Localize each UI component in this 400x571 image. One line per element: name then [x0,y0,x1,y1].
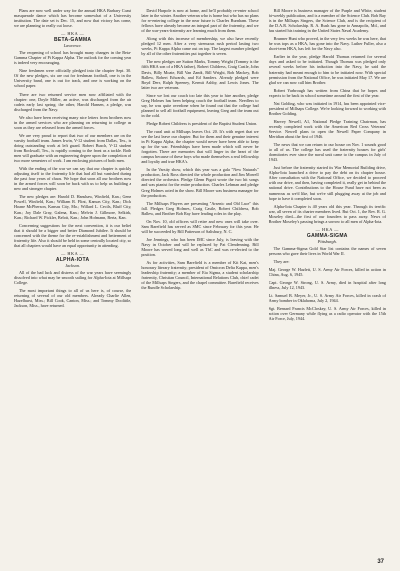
paragraph: Pledge Robert Childress is president of the Baptist Student Union. [146,120,258,126]
page-number: 37 [377,559,384,565]
section-separator: — HKA — [61,31,85,37]
chapter-location: Lawrence. [63,43,82,49]
paragraph: As for activities, Sam Barefield is a member of Kit Kat, men's honorary literary fraternity; president of Omicron Delta Kappa, men's leadership fraternity; a member of Eta Sigma, a student scholarship fraternity, Christian Council, International Relations Club, chief cadet of the Millsaps Singers, and the chapel committee. Barefield receives the Rundle Scholarship. [141,260,259,291]
paragraph: Nine freshmen were officially pledged into the chapter Sept. 30. Of the new pledges, six are out for freshman football, one is in the University band, one is out for track, and one is working on the school paper. [14,68,132,89]
gold-star-entry: Sgt. Bernard Francis McCloskey, U. S. Army Air Forces, killed in action over Germany while flying as a radio operator with the 15th Air Force, July, 1944. [268,306,386,322]
chapter-location: Pittsburgh. [317,238,337,244]
paragraph: Since we lost our coach too late this year to hire another, pledge Greg Holmes has been helping coach the football team. Needless to say, he was quite overdone when he found out that the college had planned to sell all football equipment, leaving Greg and the team out in the cold. [141,92,259,118]
column-left [14,8,131,556]
column-right [269,8,386,556]
chapter-heading: ALPHA-IOTA [55,256,90,263]
paragraph: Earlier in the year, pledge Harold Thomas returned for several days and asked to be initiated. Though Thomas was pledged only several weeks before his induction into the Navy, he said the fraternity had meant enough to him to be initiated now. With special permission from the National Office, he was initiated May 17. We are glad we can now call him Brother. [268,54,386,85]
paragraph: Along with this increase of membership, we also have recently pledged 12 men. After a very strenuous rush period lasting two weeks, Pi Kappa Alpha came out on top. The largest number pledged by all of the other fraternities put together is seven. [141,36,259,57]
paragraph: They are: [273,258,290,264]
paragraph: With the ending of the war we can say that our chapter is quickly adjusting itself to the fraternity life that had all but vanished during the past four years of chaos. We hope that soon all our brothers now in the armed forces will soon be back with us to help us building a new and stronger chapter. [14,166,132,192]
column-middle [141,8,258,556]
paragraph: There are two returned service men now affiliated with the chapter: one, Doyle Miller, an active, was discharged from the air cadets early last spring; the other, Harold Hansen, a pledge, was discharged from the Navy. [14,91,132,112]
paragraph: Nat Golding, who was initiated in 1914, has been appointed vice-president of Millsaps College. We're looking forward to working with Brother Golding. [268,100,386,116]
paragraph: Bill Moore is business manager of the Purple and White, student bi-weekly publication, and is a member of the Science Club. Bob Ray is in the Millsaps Singers, the Science Club, and is the recipient of the D.A.R. Scholarship. R. A. Bush has gone to Annapolis, Md., and has started his training in the United States Naval Academy. [268,8,386,34]
text-columns [14,8,386,556]
paragraph: Harvey Newell, A1, National Pledge Training Chairman, has recently completed work with the American Red Cross Veterans' Service. Newell plans to open the Newell Paper Company in Meridian about the first of 1946. [268,118,386,140]
gold-star-entry: Capt. George W. Strong, U. S. Army, died in hospital after long illness, July 12, 1943. [268,280,386,291]
paragraph: Alpha-Iota Chapter is 40 years old this year. Through its terrific war, all seven of its charter members lived. But Oct. 1, the Rev. R. G. Moseley died—the first of our founders to pass away. News of Brother Moseley's passing brings a sorrow to all men of Alpha-Iota. [268,203,386,224]
paragraph: Brunner Hunt who proved, in the very few weeks he was here, that he was tops as a HKA, has gone into the Navy. Luther Fuller, also a short-term HKA, has left for the Navy also. [268,36,386,52]
gold-star-entry: Lt. Samuel B. Meyer, Jr., U. S. Army Air Forces, killed in crash of Army bomber in Oklahoma, July 2, 1944. [268,293,386,304]
paragraph: We are very proud to report that two of our members are on the varsity football team. James Irwin, V-12 student from Dallas, Tex., is doing outstanding work at left guard. Robert Busch, V-12 student from Rockwall, Tex., is rapidly coming to the front as a tackle. Both men will graduate with an engineering degree upon the completion of two more semesters of work. I am enclosing pictures of both men. [14,132,132,164]
paragraph: The most important things to all of us here is, of course, the returning of several of our old members. Already Charlie Allen, Hazelhurst, Miss.; Bill Cook, Canton, Miss.; and Tommy Doolittle, Jackson, Miss., have returned. [14,287,132,309]
section-separator: — HKA — [61,250,85,256]
paragraph: The Millsaps Players are presenting "Arsenic and Old Lace" this fall. Pledges Greg Holmes, Craig Castle, Robert Childress, Bob Ballew, and Brother Bob Ray have leading roles in the play. [141,200,259,216]
paragraph: The Gamma-Sigma Gold Star list contains the names of seven persons who gave their lives in World War II. [268,245,386,256]
paragraph: Robert Yarbrough has written from China that he hopes and expects to be back in school sometime around the first of the year. [268,87,386,98]
gold-star-entry: Maj. George W. Hazlett, U. S. Army Air Forces, killed in action in China, Aug. 6, 1945. [268,266,386,277]
chapter-heading: GAMMA-SIGMA [306,232,348,239]
chapter-location: Jackson. [65,262,81,268]
paragraph: The rural unit at Millsaps leaves Oct. 20. It's with regret that we see the last leave our chapter. But for them and their genuine interest in Pi Kappa Alpha, the chapter would never have been able to keep up for the war. Friendships have been made which will never be forgotten. There are memories that will linger in the heart of the campus because of these boys who made themselves a real fellowship and loyalty and true HKA's. [141,128,259,165]
paragraph: The news that we can return to our house on Nov. 1 sounds good to all of us. The college has used the fraternity houses for girls' dormitories ever since the naval unit came to the campus in July of 1943. [268,142,386,163]
paragraph: Concerning suggestions for the next convention, it is our belief that it should be a bigger and better Diamond Jubilee. It should be concerned with the theme for the re-establishment and betterment of fraternity life. Also it should be held in some centrally located city, so that all chapters would have an equal opportunity in attending. [14,222,132,248]
paragraph: The reopening of school has brought many changes in the Beta-Gamma Chapter of Pi Kappa Alpha. The outlook for the coming year is indeed very encouraging. [14,50,132,66]
paragraph: David Harpole is now at home, and he'll probably re-enter school later in the winter. Another veteran who is home but who has no plans for re-entering college in the near future is Charles Burnham. These fellows have already become an integral part of the fraternity, and we of the war-years-fraternity are learning much from them. [141,8,259,34]
paragraph: In the Varsity show, which this year was a gala "New Naturals" production, Jack Ross directed the whole production and Jim Morrell directed the orchestra. Pledge Glenn Pigott wrote the two hit songs and was pianist for the entire production. Charles Lehman and pledge Greg Holmes acted in the show. Bill Moore was business manager for the production. [141,167,259,198]
section-separator: — HKA — [315,226,339,232]
paragraph: Just before the fraternity started its War Memorial Building drive, Alpha-Iota launched a drive to pay the debt on its chapter house. After consultation with the National Office, we decided to proceed with our drive, and then, having completed it, really get in behind the national drive. Contributions to the House Fund have not been as numerous as we'd like, but we're still plugging away at the job and hope to have it completed soon. [268,165,386,201]
paragraph: On Nov. 10, old officers will retire and new ones will take over. Sam Barefield has served as SMC since February for this year. He will be succeeded by Bill Patterson of Salisbury, N. C. [141,218,259,234]
paragraph: Plans are now well under way for the annual HKA Barbary Coast masquerade dance which has become somewhat of a University institution. The date set is Dec. 15, and now that victory has come, we are planning to really cut loose. [14,8,132,29]
paragraph: We also have been receiving many nice letters from brothers now in the armed services who are planning on returning to college as soon as they are released from the armed forces. [14,114,132,130]
paragraph: The new pledges are: Harold D. Hanshaw, Winfield, Kan.; Gene Powell, Winfield, Kan.; William R. Flint, Kansas City, Kan.; Dick Hoane McPherson, Kansas City, Mo.; Willard L. Cecils, Bluff City, Kan.; Joy Dale Gray, Galena, Kan.; Melvin J. Gillmore, Selkirk, Kan.; Richard W. Pickler, Beloit, Kan.; John Hofmann, Berta, Kan. [14,194,132,220]
paragraph: The new pledges are Sutton Marks, Tommy Wright (Tommy is the fifth HKA son of a HKA father), Robert Childress, Craig Castle, John Davis, Billy Moate, Bill Van Zandt, Bill Wright, Bob Mackey, Bob Ballew, Robert Edwards, and Ed Sanders. Already pledged were Boyd Derr, Ralph Speeney, Kermit Ashby, and Lewis Jones. The latter two are veterans. [141,59,259,90]
paragraph: All of the bad luck and distress of the war years have seemingly dissolved into what may be smooth sailing for Alpha-Iota at Millsaps College. [14,269,132,285]
chapter-heading: BETA-GAMMA [53,37,92,44]
paragraph: Joe Jennings, who has been IMC since July, is leaving with the Navy in October and will be replaced by Pat Clendenning. Bill Moore has served long and well as ThC and was re-elected to the position. [141,236,259,258]
